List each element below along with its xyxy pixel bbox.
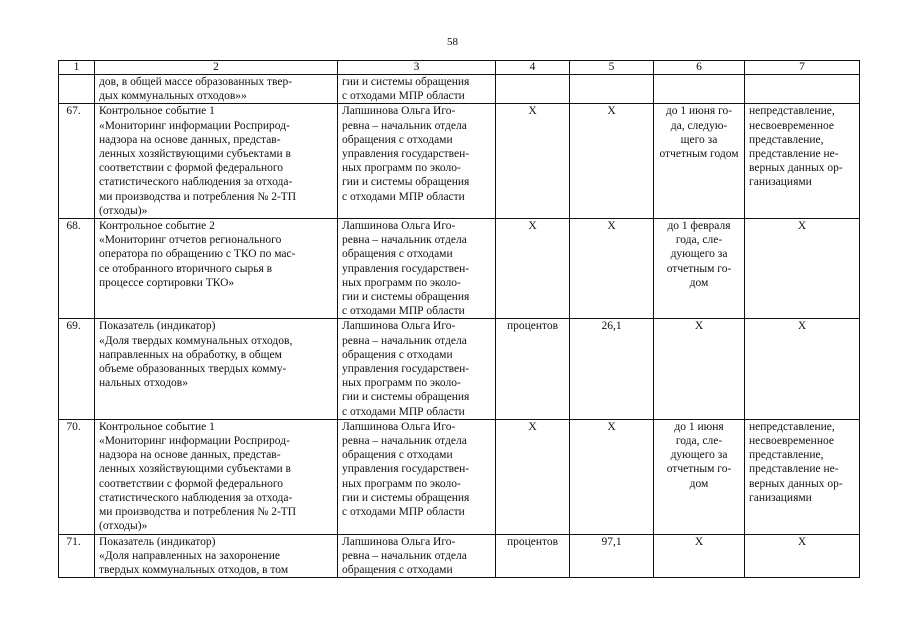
value-cell <box>570 75 654 104</box>
cell-text-line: Контрольное событие 2 <box>99 220 215 233</box>
header-row <box>59 61 860 75</box>
cell-text-line: надзора на основе данных, представ- <box>99 133 281 146</box>
value-cell: 97,1 <box>570 534 654 578</box>
cell-text-line: с отходами МПР области <box>342 90 465 103</box>
cell-text-line: с отходами МПР области <box>342 305 465 318</box>
indicator-name-cell <box>95 534 338 578</box>
cell-text-line: надзора на основе данных, представ- <box>99 449 281 462</box>
cell-text-line: обращения с отходами <box>342 348 453 361</box>
cell-text-line: ревна – начальник отдела <box>342 119 467 132</box>
cell-text-line: гии и системы обращения <box>342 391 470 404</box>
cell-text-line: до 1 июня <box>674 420 724 433</box>
table-row <box>59 219 860 319</box>
cell-text-line: представление, <box>749 133 824 146</box>
col-header-4: 4 <box>496 61 570 75</box>
cell-text-line: несвоевременное <box>749 119 834 132</box>
cell-text-line: с отходами МПР области <box>342 190 465 203</box>
unit-cell: процентов <box>496 319 570 419</box>
cell-text-line: да, следую- <box>670 119 728 132</box>
cell-text-line: до 1 июня го- <box>665 105 733 118</box>
value-cell: X <box>570 419 654 534</box>
indicator-name-cell <box>95 319 338 419</box>
cell-text-line: X <box>797 535 807 548</box>
cell-text-line: ленных хозяйствующими субъектами в <box>99 148 291 161</box>
cell-text-line: Лапшинова Ольга Иго- <box>342 420 456 433</box>
cell-text-line: Контрольное событие 1 <box>99 105 215 118</box>
cell-text-line: управления государствен- <box>342 148 470 161</box>
deadline-cell <box>654 534 745 578</box>
cell-text-line: «Мониторинг информации Росприрод- <box>99 435 290 448</box>
cell-text-line: отчетным го- <box>666 463 732 476</box>
cell-text-line: дом <box>689 477 709 490</box>
cell-text-line: дующего за <box>670 248 728 261</box>
value-cell: 26,1 <box>570 319 654 419</box>
cell-text-line: управления государствен- <box>342 463 470 476</box>
cell-text-line: X <box>797 220 807 233</box>
cell-text-line: обращения с отходами <box>342 133 453 146</box>
cell-text-line: «Мониторинг информации Росприрод- <box>99 119 290 132</box>
table-header <box>59 61 860 75</box>
cell-text-line: ных программ по эколо- <box>342 477 461 490</box>
responsible-cell <box>338 75 496 104</box>
cell-text-line: отчетным годом <box>659 148 739 161</box>
cell-text-line: управления государствен- <box>342 363 470 376</box>
row-number-cell: 68. <box>59 219 95 319</box>
cell-text-line: отчетным го- <box>666 262 732 275</box>
responsible-cell <box>338 534 496 578</box>
table-row <box>59 104 860 219</box>
cell-text-line: обращения с отходами <box>342 563 453 576</box>
cell-text-line: ных программ по эколо- <box>342 162 461 175</box>
cell-text-line: до 1 февраля <box>667 220 731 233</box>
unit-cell: X <box>496 219 570 319</box>
indicator-name-cell <box>95 104 338 219</box>
cell-text-line: щего за <box>680 133 718 146</box>
cell-text-line: Показатель (индикатор) <box>99 535 216 548</box>
cell-text-line: года, сле- <box>675 234 723 247</box>
deadline-cell <box>654 104 745 219</box>
row-number-cell: 67. <box>59 104 95 219</box>
row-number-cell <box>59 75 95 104</box>
cell-text-line: года, сле- <box>675 435 723 448</box>
reason-cell <box>745 75 860 104</box>
unit-cell: процентов <box>496 534 570 578</box>
cell-text-line: (отходы)» <box>99 204 148 217</box>
plan-table <box>58 60 860 578</box>
cell-text-line: ганизациями <box>749 176 812 189</box>
cell-text-line: несвоевременное <box>749 435 834 448</box>
cell-text-line: ревна – начальник отдела <box>342 334 467 347</box>
reason-cell <box>745 319 860 419</box>
cell-text-line: верных данных ор- <box>749 162 843 175</box>
cell-text-line: непредставление, <box>749 105 835 118</box>
cell-text-line: обращения с отходами <box>342 449 453 462</box>
cell-text-line: Контрольное событие 1 <box>99 420 215 433</box>
col-header-6: 6 <box>654 61 745 75</box>
cell-text-line: Показатель (индикатор) <box>99 320 216 333</box>
unit-cell: X <box>496 104 570 219</box>
cell-text-line: дующего за <box>670 449 728 462</box>
cell-text-line: X <box>797 320 807 333</box>
cell-text-line: представление, <box>749 449 824 462</box>
cell-text-line: ревна – начальник отдела <box>342 435 467 448</box>
cell-text-line: Лапшинова Ольга Иго- <box>342 535 456 548</box>
col-header-2: 2 <box>95 61 338 75</box>
page-number: 58 <box>447 36 458 48</box>
cell-text-line: объеме образованных твердых комму- <box>99 363 287 376</box>
cell-text-line: с отходами МПР области <box>342 506 465 519</box>
col-header-5: 5 <box>570 61 654 75</box>
row-number-cell: 69. <box>59 319 95 419</box>
reason-cell <box>745 219 860 319</box>
reason-cell <box>745 419 860 534</box>
table-row-continuation <box>59 75 860 104</box>
reason-cell <box>745 104 860 219</box>
cell-text-line: верных данных ор- <box>749 477 843 490</box>
value-cell: X <box>570 219 654 319</box>
cell-text-line: дом <box>689 276 709 289</box>
cell-text-line: представление не- <box>749 463 839 476</box>
cell-text-line: ревна – начальник отдела <box>342 549 467 562</box>
cell-text-line: нальных отходов» <box>99 377 188 390</box>
cell-text-line: обращения с отходами <box>342 248 453 261</box>
col-header-7: 7 <box>745 61 860 75</box>
cell-text-line: (отходы)» <box>99 520 148 533</box>
cell-text-line: с отходами МПР области <box>342 405 465 418</box>
cell-text-line: соответствии с формой федерального <box>99 477 284 490</box>
responsible-cell <box>338 419 496 534</box>
indicator-name-cell <box>95 75 338 104</box>
indicator-name-cell <box>95 419 338 534</box>
cell-text-line: Лапшинова Ольга Иго- <box>342 320 456 333</box>
cell-text-line: дов, в общей массе образованных твер- <box>99 76 293 88</box>
cell-text-line: X <box>694 320 704 333</box>
value-cell: X <box>570 104 654 219</box>
row-number-cell: 71. <box>59 534 95 578</box>
cell-text-line: оператора по обращению с ТКО по мас- <box>99 248 296 261</box>
cell-text-line: се отобранного вторичного сырья в <box>99 262 273 275</box>
cell-text-line: соответствии с формой федерального <box>99 162 284 175</box>
cell-text-line: ных программ по эколо- <box>342 377 461 390</box>
deadline-cell <box>654 319 745 419</box>
cell-text-line: ных программ по эколо- <box>342 276 461 289</box>
cell-text-line: управления государствен- <box>342 262 470 275</box>
cell-text-line: процессе сортировки ТКО» <box>99 276 235 289</box>
cell-text-line: ленных хозяйствующими субъектами в <box>99 463 291 476</box>
cell-text-line: ми производства и потребления № 2-ТП <box>99 190 297 203</box>
cell-text-line: гии и системы обращения <box>342 291 470 304</box>
cell-text-line: дых коммунальных отходов»» <box>99 90 247 103</box>
table-row <box>59 419 860 534</box>
cell-text-line: статистического наблюдения за отхода- <box>99 176 293 189</box>
cell-text-line: ревна – начальник отдела <box>342 234 467 247</box>
cell-text-line: X <box>694 535 704 548</box>
unit-cell <box>496 75 570 104</box>
cell-text-line: «Доля направленных на захоронение <box>99 549 281 562</box>
col-header-3: 3 <box>338 61 496 75</box>
indicator-name-cell <box>95 219 338 319</box>
cell-text-line: ганизациями <box>749 491 812 504</box>
cell-text-line: «Доля твердых коммунальных отходов, <box>99 334 293 347</box>
cell-text-line: Лапшинова Ольга Иго- <box>342 220 456 233</box>
deadline-cell <box>654 219 745 319</box>
unit-cell: X <box>496 419 570 534</box>
cell-text-line: гии и системы обращения <box>342 491 470 504</box>
table-row <box>59 319 860 419</box>
row-number-cell: 70. <box>59 419 95 534</box>
cell-text-line: твердых коммунальных отходов, в том <box>99 563 289 576</box>
cell-text-line: Лапшинова Ольга Иго- <box>342 105 456 118</box>
cell-text-line: непредставление, <box>749 420 835 433</box>
reason-cell <box>745 534 860 578</box>
responsible-cell <box>338 219 496 319</box>
table-body <box>59 75 860 578</box>
cell-text-line: гии и системы обращения <box>342 176 470 189</box>
deadline-cell <box>654 419 745 534</box>
cell-text-line: ми производства и потребления № 2-ТП <box>99 506 297 519</box>
col-header-1: 1 <box>59 61 95 75</box>
cell-text-line: направленных на обработку, в общем <box>99 348 282 361</box>
cell-text-line: «Мониторинг отчетов регионального <box>99 234 282 247</box>
deadline-cell <box>654 75 745 104</box>
cell-text-line: гии и системы обращения <box>342 76 470 88</box>
responsible-cell <box>338 104 496 219</box>
cell-text-line: представление не- <box>749 148 839 161</box>
responsible-cell <box>338 319 496 419</box>
table-row <box>59 534 860 578</box>
cell-text-line: статистического наблюдения за отхода- <box>99 491 293 504</box>
